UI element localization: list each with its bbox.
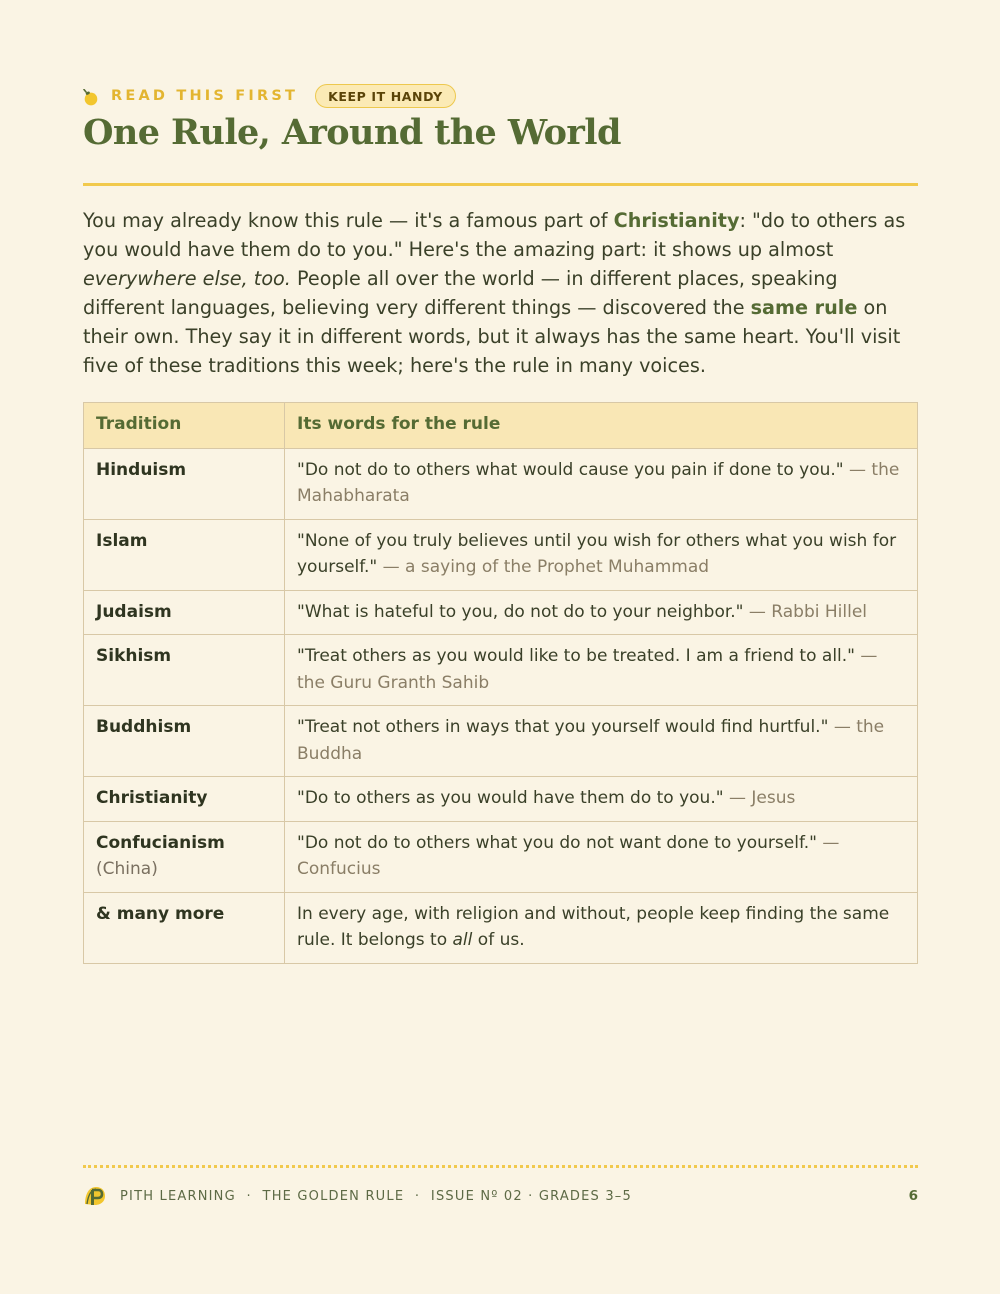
closing-text-end: of us.: [472, 930, 525, 950]
quote-source: — a saying of the Prophet Muhammad: [377, 557, 710, 577]
keep-handy-badge: KEEP IT HANDY: [315, 84, 456, 108]
tradition-cell: [84, 777, 285, 822]
table-row: [84, 821, 918, 892]
quote-cell: [285, 519, 918, 590]
intro-text-1: You may already know this rule — it's a famous part of: [83, 209, 614, 232]
closing-text: In every age, with religion and without, people keep finding the same rule. It belongs to: [297, 903, 890, 950]
intro-bold-christianity: Christianity: [613, 209, 740, 232]
tradition-name: Christianity: [96, 788, 208, 808]
quote-text: "Do to others as you would have them do to you.": [297, 788, 724, 808]
footer-issue: ISSUE Nº 02 · GRADES 3–5: [430, 1188, 632, 1204]
page-title: One Rule, Around the World: [83, 112, 621, 153]
tradition-cell: [84, 635, 285, 706]
footer-separator: ·: [235, 1188, 263, 1204]
quote-source: — the Mahabharata: [297, 459, 900, 506]
kicker-row: [83, 82, 456, 110]
lemon-icon: [83, 89, 98, 106]
quote-cell: [285, 590, 918, 635]
quote-cell: [285, 635, 918, 706]
tradition-name: Buddhism: [96, 717, 192, 737]
pith-logo-icon: [83, 1184, 107, 1208]
quote-cell: [285, 777, 918, 822]
table-row: [84, 706, 918, 777]
page-number: 6: [908, 1188, 918, 1204]
column-header-words: Its words for the rule: [285, 403, 918, 449]
intro-text-2: : "do to others as you would have them do to you." Here's the amazing part: it shows up almost: [83, 209, 906, 261]
tradition-cell: [84, 706, 285, 777]
column-header-tradition: Tradition: [84, 403, 285, 449]
table-row: [84, 519, 918, 590]
quote-cell: [285, 821, 918, 892]
tradition-name: & many more: [96, 903, 225, 924]
quote-source: — Rabbi Hillel: [743, 601, 868, 622]
quote-text: "None of you truly believes until you wish for others what you wish for yourself.": [297, 530, 897, 577]
tradition-cell: [84, 892, 285, 963]
quote-cell: [285, 448, 918, 519]
quote-source: — Confucius: [297, 832, 840, 879]
quote-text: "What is hateful to you, do not do to your neighbor.": [297, 601, 744, 622]
intro-paragraph: [83, 206, 918, 380]
quote-text: "Treat others as you would like to be treated. I am a friend to all.": [297, 646, 855, 666]
quote-text: "Do not do to others what would cause you pain if done to you.": [297, 459, 844, 480]
table-row: [84, 590, 918, 635]
tradition-cell: [84, 519, 285, 590]
footer-separator: ·: [404, 1188, 431, 1204]
intro-italic: everywhere else, too.: [83, 267, 291, 290]
footer-divider: [83, 1165, 918, 1168]
tradition-name: Sikhism: [96, 646, 172, 666]
intro-text-4: on their own. They say it in different words, but it always has the same heart. You'll visit five of these traditions this week; here's the rule in many voices.: [83, 296, 901, 377]
footer-brand: PITH LEARNING: [120, 1188, 236, 1204]
table-row: [84, 892, 918, 963]
quote-cell: [285, 892, 918, 963]
tradition-cell: [84, 448, 285, 519]
footer-series: THE GOLDEN RULE: [262, 1188, 405, 1204]
quote-source: — Jesus: [723, 788, 796, 808]
tradition-name: Islam: [96, 530, 148, 551]
page-footer: [83, 1183, 918, 1209]
quote-text: "Do not do to others what you do not want done to yourself.": [297, 832, 817, 853]
tradition-cell: [84, 590, 285, 635]
tradition-name: Judaism: [96, 601, 172, 622]
closing-italic: all: [452, 930, 473, 950]
quote-text: "Treat not others in ways that you yourself would find hurtful.": [297, 717, 829, 737]
kicker-label: READ THIS FIRST: [111, 88, 299, 104]
tradition-name: Confucianism: [96, 832, 225, 853]
quote-source: — the Buddha: [297, 717, 885, 764]
quote-cell: [285, 706, 918, 777]
table-row: [84, 448, 918, 519]
tradition-name: Hinduism: [96, 459, 187, 480]
table-row: [84, 777, 918, 822]
tradition-cell: [84, 821, 285, 892]
title-divider: [83, 183, 918, 186]
tradition-region: (China): [96, 859, 158, 879]
intro-bold-same-rule: same rule: [750, 296, 858, 319]
intro-text-3: People all over the world — in different places, speaking different languages, believing very different things — discovered the: [83, 267, 838, 319]
quote-source: — the Guru Granth Sahib: [297, 646, 878, 693]
table-header-row: [84, 403, 918, 449]
traditions-table: [83, 402, 918, 964]
table-row: [84, 635, 918, 706]
